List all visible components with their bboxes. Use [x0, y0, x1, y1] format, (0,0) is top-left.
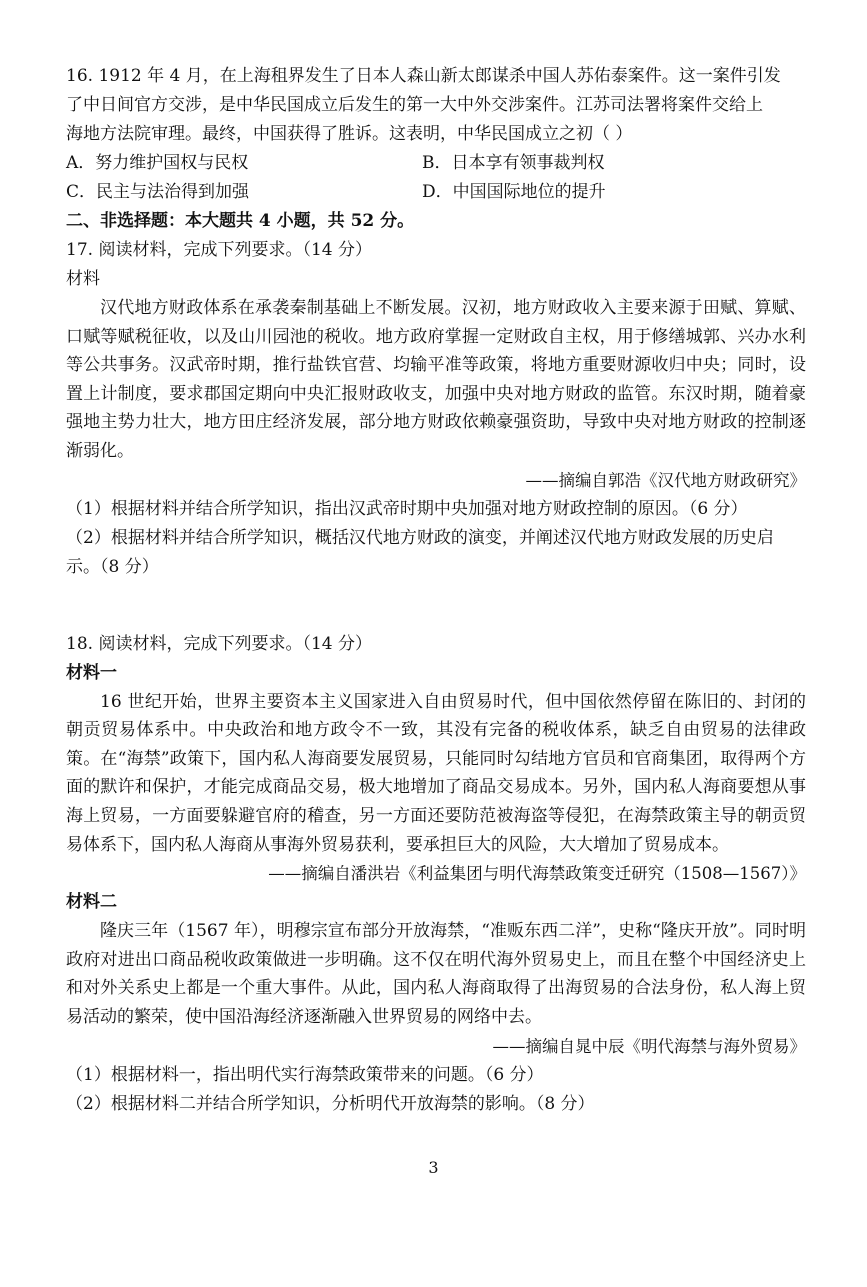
q17-source: ——摘编自郭浩《汉代地方财政研究》	[525, 470, 806, 490]
q18-subquestion-1: （1）根据材料一，指出明代实行海禁政策带来的问题。（6 分）	[66, 1064, 544, 1085]
q18-material-1-label: 材料一	[66, 662, 117, 683]
question-17	[66, 236, 806, 582]
q17-material-text: 汉代地方财政体系在承袭秦制基础上不断发展。汉初，地方财政收入主要来源于田赋、算赋、口赋等赋税征收，以及山川园池的税收。地方政府掌握一定财政自主权，用于修缮城郭、兴办水利等公共事务。汉武帝时期，推行盐铁官营、均输平准等政策，将地方重要财源收归中央；同时，设置上计制度，要求郡国定期向中央汇报财政收支，加强中央对地方财政的监管。东汉时期，随着豪强地主势力壮大，地方田庄经济发展，部分地方财政依赖豪强资助，导致中央对地方财政的控制逐渐弱化。	[66, 298, 806, 461]
exam-page	[66, 62, 806, 1119]
q18-material-2-source: ——摘编自晁中辰《明代海禁与海外贸易》	[492, 1036, 806, 1056]
q17-subquestion-1: （1）根据材料并结合所学知识，指出汉武帝时期中央加强对地方财政控制的原因。（6 分）	[66, 498, 748, 519]
q17-subquestion-2-line-2: 示。（8 分）	[66, 556, 159, 577]
question-16	[66, 62, 806, 207]
q16-stem-line-2: 了中日间官方交涉，是中华民国成立后发生的第一大中外交涉案件。江苏司法署将案件交给上	[66, 95, 763, 115]
q18-material-1-text: 16 世纪开始，世界主要资本主义国家进入自由贸易时代，但中国依然停留在陈旧的、封闭的朝贡贸易体系中。中央政治和地方政令不一致，其没有完备的税收体系，缺乏自由贸易的法律政策。在“海禁”政策下，国内私人海商要发展贸易，只能同时勾结地方官员和官商集团，取得两个方面的默许和保护，才能完成商品交易，极大地增加了商品交易成本。另外，国内私人海商要想从事海上贸易，一方面要躲避官府的稽查，另一方面还要防范被海盗等侵犯，在海禁政策主导的朝贡贸易体系下，国内私人海商从事海外贸易获利，要承担巨大的风险，大大增加了贸易成本。	[66, 691, 806, 855]
section-2-title: 二、非选择题：本大题共 4 小题，共 52 分。	[66, 211, 415, 231]
q18-material-2-text: 隆庆三年（1567 年），明穆宗宣布部分开放海禁，“准贩东西二洋”，史称“隆庆开放”。同时明政府对进出口商品税收政策做进一步明确。这不仅在明代海外贸易史上，而且在整个中国经济史上和对外关系史上都是一个重大事件。从此，国内私人海商取得了出海贸易的合法身份，私人海上贸易活动的繁荣，使中国沿海经济逐渐融入世界贸易的网络中去。	[66, 921, 806, 1027]
question-18	[66, 630, 806, 1119]
q16-options-row-1	[66, 149, 806, 178]
q16-stem-line-3: 海地方法院审理。最终，中国获得了胜诉。这表明，中华民国成立之初（ ）	[66, 124, 633, 144]
q17-material-label: 材料	[66, 269, 100, 289]
q18-material-2-label: 材料二	[66, 892, 117, 913]
page-number: 3	[428, 1158, 439, 1177]
q18-material-1-source: ——摘编自潘洪岩《利益集团与明代海禁政策变迁研究（1508—1567）》	[268, 864, 806, 884]
q16-option-c[interactable]: C．民主与法治得到加强	[66, 182, 250, 202]
q18-subquestion-2: （2）根据材料二并结合所学知识，分析明代开放海禁的影响。（8 分）	[66, 1093, 595, 1114]
q17-stem: 17. 阅读材料，完成下列要求。（14 分）	[66, 240, 372, 260]
q16-option-d[interactable]: D．中国国际地位的提升	[422, 182, 606, 202]
q16-option-b[interactable]: B．日本享有领事裁判权	[422, 153, 605, 173]
q18-stem: 18. 阅读材料，完成下列要求。（14 分）	[66, 633, 372, 654]
q16-stem-line-1: 16. 1912 年 4 月，在上海租界发生了日本人森山新太郎谋杀中国人苏佑泰案件。这一案件引发	[66, 66, 781, 86]
q17-subquestion-2-line-1: （2）根据材料并结合所学知识，概括汉代地方财政的演变，并阐述汉代地方财政发展的历史启	[66, 527, 774, 548]
q16-option-a[interactable]: A．努力维护国权与民权	[66, 153, 249, 173]
q16-options-row-2	[66, 178, 806, 207]
